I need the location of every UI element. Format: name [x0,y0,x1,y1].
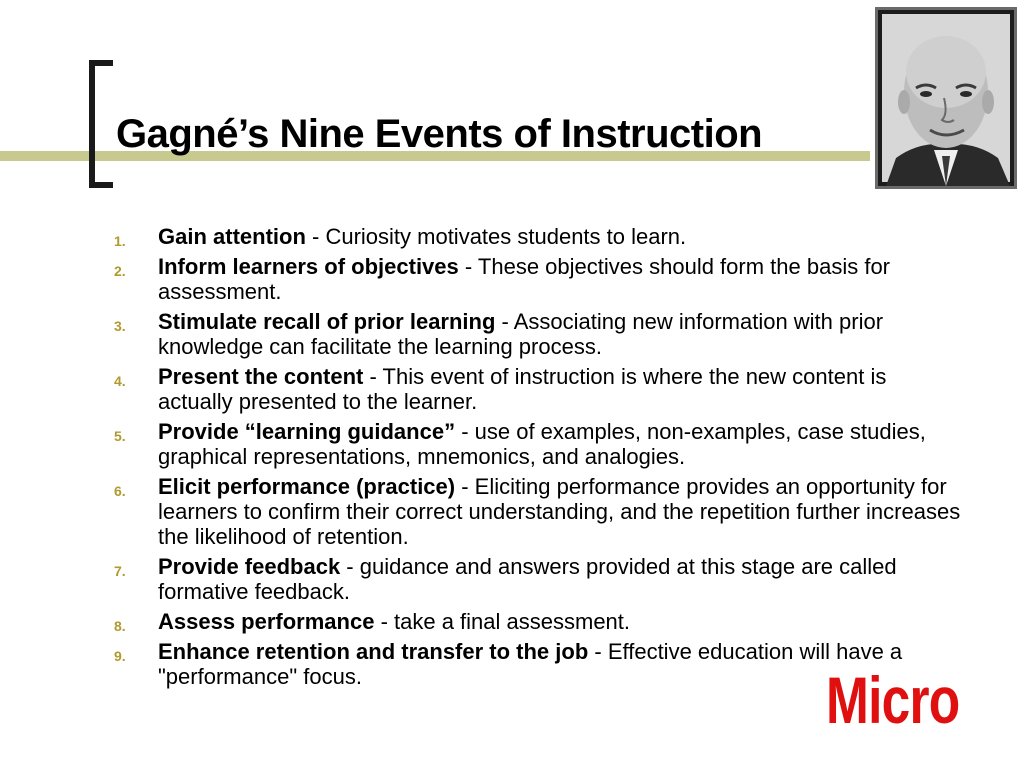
event-description: - Associating new information with prior knowledge can facilitate the learning process. [158,309,884,359]
list-item [114,474,964,549]
list-item [114,554,964,604]
list-number: 7. [114,563,126,579]
list-item [114,609,964,634]
list-number: 8. [114,618,126,634]
event-term: Gain attention [158,224,306,249]
list-item [114,364,964,414]
list-item [114,254,964,304]
list-number: 9. [114,648,126,664]
event-description: - use of examples, non-examples, case studies, graphical representations, mnemonics, and analogies. [158,419,926,469]
list-number: 6. [114,483,126,499]
event-term: Elicit performance (practice) [158,474,456,499]
list-number: 4. [114,373,126,389]
list-number: 5. [114,428,126,444]
portrait-photo [875,7,1017,189]
event-term: Stimulate recall of prior learning [158,309,496,334]
micro-stamp: Micro [826,663,960,737]
list-number: 3. [114,318,126,334]
slide-title: Gagné’s Nine Events of Instruction [116,112,763,156]
event-term: Inform learners of objectives [158,254,459,279]
event-term: Provide feedback [158,554,341,579]
event-description: - take a final assessment. [374,609,631,634]
event-description: - guidance and answers provided at this stage are called formative feedback. [158,554,897,604]
list-number: 2. [114,263,126,279]
event-term: Assess performance [158,609,375,634]
event-description: - Curiosity motivates students to learn. [305,224,687,249]
list-item [114,419,964,469]
title-bracket [89,60,113,188]
event-term: Present the content [158,364,364,389]
event-term: Provide “learning guidance” [158,419,456,444]
list-item [114,309,964,359]
event-term: Enhance retention and transfer to the job [158,639,589,664]
events-list [114,224,964,694]
event-description: - Eliciting performance provides an opportunity for learners to confirm their correct understanding, and the repetition further increases the likelihood of retention. [158,474,961,549]
portrait-image [878,10,1014,186]
list-item [114,224,964,249]
event-description: - Effective education will have a "performance" focus. [158,639,903,689]
event-description: - These objectives should form the basis for assessment. [158,254,891,304]
event-description: - This event of instruction is where the new content is actually presented to the learner. [158,364,887,414]
list-number: 1. [114,233,126,249]
